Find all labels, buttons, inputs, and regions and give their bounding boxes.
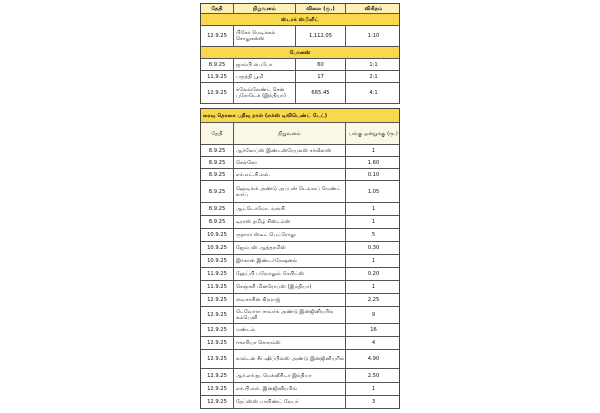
table-row: 12.9.25 க்லேவ்லேண்ட் சென் புரோடெக் (இந்தியா) 665.45 4:1 bbox=[200, 83, 400, 104]
table-row: 12.9.25 மண்டல் 16 bbox=[200, 324, 400, 337]
table-header-row bbox=[200, 3, 400, 14]
dividend-section-title: ரைவு தொகை பதிவு நாள் (எக்ஸ் டிவிடெண்ட் டேட்) bbox=[200, 108, 400, 123]
table-row: 11.9.25 ஹேப்பி பவோலும் கேபிட்ஸ் 0.20 bbox=[200, 268, 400, 281]
table-row: 8.9.25 ஜாம்பி பைபோ 60 1:1 bbox=[200, 59, 400, 71]
header-company: நிறுவனம் bbox=[233, 4, 295, 13]
table-row: 10.9.25 இர்கான் இண்டர்நேஷனல் 1 bbox=[200, 255, 400, 268]
table-row: 12.9.25 பிகேர் மெடிக்கல் சொலுசன்ஸ் 1,112.05 1:10 bbox=[200, 26, 400, 47]
table-row: 8.9.25 ஆர்கோப்ஸ் இண்டஸ்ரேயலஸ் சர்வீஸஸ் 1 bbox=[200, 145, 400, 157]
table-row: 12.9.25 கால்டன் சீர் ஷிப்பிங்ஸ் அண்டு இன்ஜினியரிங் 4.90 bbox=[200, 350, 400, 369]
stock-split-section-title: ஸ்டாக் ஸ்பிளிட் bbox=[200, 14, 400, 26]
dividend-header-date: தேதி bbox=[211, 130, 223, 137]
table-row: 10.9.25 ஜேம்பஸ் ஆத்தரமிஸ் 0.30 bbox=[200, 242, 400, 255]
table-row: 12.9.25 வைசாசின் கிரமாஜ் 2.25 bbox=[200, 294, 400, 307]
table-row: 12.9.25 டெவோரா சாவர்க் அண்டு இன்ஜினியரிங் கம்பெனி 9 bbox=[200, 307, 400, 324]
table-row: 11.9.25 செஞ்சுரி மினரோப்ஸ் (இந்தியா) 1 bbox=[200, 281, 400, 294]
table-row: 8.9.25 டிராஸ் தமிழ் சிஸ்டம்ஸ் 1 bbox=[200, 216, 400, 229]
header-ratio: விகிதம் bbox=[345, 4, 401, 13]
table-row: 12.9.25 தேப்ஸ்ஸ் பாயிண்ட் லேபர் 3 bbox=[200, 396, 400, 409]
table-row: 12.9.25 எச்.பி.எல். இன்ஜினியரிங் 1 bbox=[200, 383, 400, 396]
header-date: தேதி bbox=[211, 5, 223, 12]
header-price: விலை (ரூ.) bbox=[295, 4, 345, 13]
table-row: 8.9.25 எச்.எட்.சி.எல். 0.10 bbox=[200, 169, 400, 181]
table-row: 8.9.25 ஆட்டோமோ. வங்கி 1 bbox=[200, 203, 400, 216]
table-row: 11.9.25 பருத்தி பூமி 17 2:1 bbox=[200, 71, 400, 83]
bonus-section-title: போனஸ் bbox=[200, 47, 400, 59]
dividend-header-company: நிறுவனம் bbox=[233, 123, 345, 144]
table-row: 8.9.25 ஹெடிங்க் அண்டு அப்பன் டெவலப் மெண்ட் கார்ப் 1.05 bbox=[200, 181, 400, 203]
table-row: 12.9.25 ஆர்.எச்.ஐ. மெக்னீசிடா இந்தியா 2.50 bbox=[200, 369, 400, 383]
dividend-header-row bbox=[200, 123, 400, 145]
table-row: 12.9.25 ஈகாரியா கொரம்ஸ் 4 bbox=[200, 337, 400, 350]
table-row: 10.9.25 ருதாரா ஸ்டீட் பெட்ரோலு 5 bbox=[200, 229, 400, 242]
table-row: 8.9.25 செல்கோ 1.60 bbox=[200, 157, 400, 169]
dividend-bonus-table bbox=[200, 0, 400, 413]
dividend-header-amount: பங்கு ஒன்றுக்கு (ரூ.) bbox=[345, 123, 401, 144]
